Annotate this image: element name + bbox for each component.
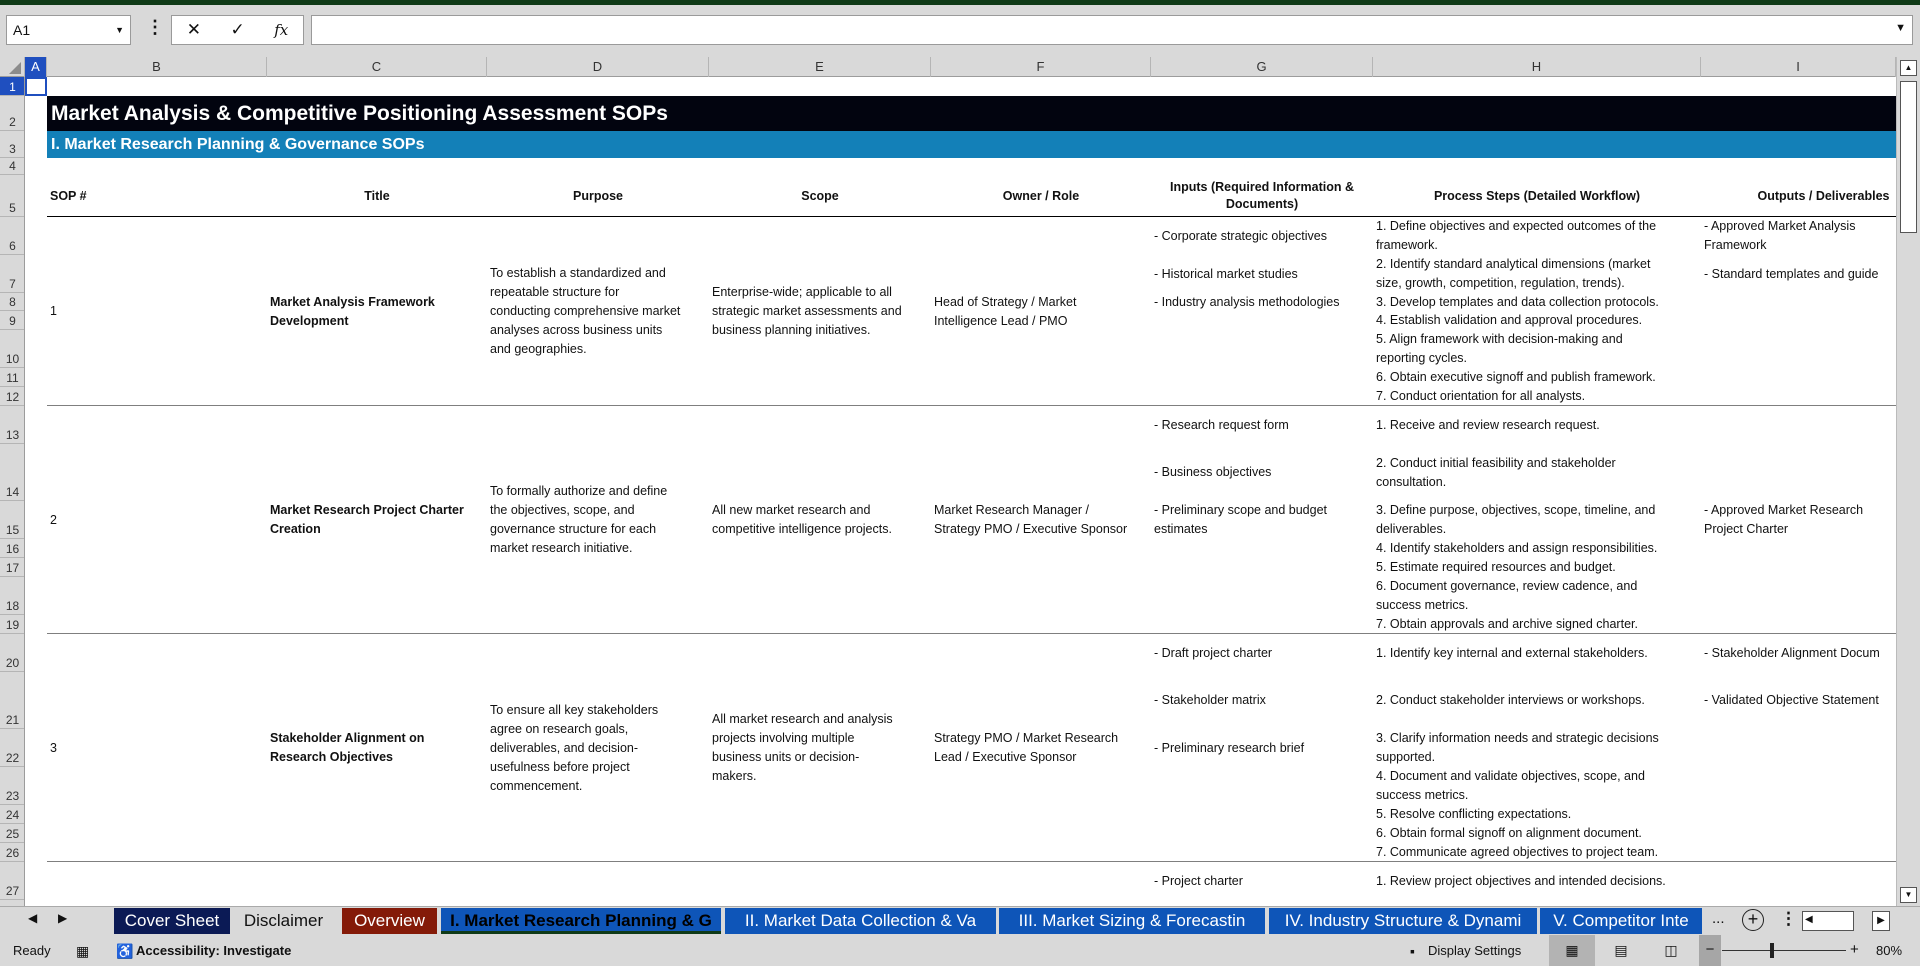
active-cell-a1[interactable] bbox=[25, 77, 47, 96]
grid-icon: ▦ bbox=[1565, 942, 1579, 958]
row-header-14[interactable]: 14 bbox=[0, 444, 25, 501]
scroll-right-icon[interactable]: ▶ bbox=[1872, 911, 1890, 931]
row-header-8[interactable]: 8 bbox=[0, 293, 25, 311]
horizontal-scrollbar[interactable] bbox=[1802, 911, 1854, 931]
row-header-1[interactable]: 1 bbox=[0, 77, 25, 96]
select-all-button[interactable] bbox=[0, 57, 25, 77]
sop-step: 1. Define objectives and expected outcomes of the framework. bbox=[1376, 219, 1657, 252]
sop-step: 4. Establish validation and approval procedures. bbox=[1376, 313, 1643, 327]
row-header-15[interactable]: 15 bbox=[0, 501, 25, 539]
row-header-10[interactable]: 10 bbox=[0, 330, 25, 368]
sheet-tab-bar bbox=[0, 906, 1920, 935]
sop-num: 3 bbox=[50, 740, 57, 755]
row-header-21[interactable]: 21 bbox=[0, 672, 25, 729]
sop-step: 1. Receive and review research request. bbox=[1376, 417, 1600, 432]
sop-purpose: To establish a standardized and repeatable structure for conducting comprehensive market analyses across business units and geographies. bbox=[490, 266, 681, 356]
sop-output: - Approved Market Research Project Charter bbox=[1704, 503, 1864, 536]
sheet-tab[interactable]: Overview bbox=[342, 908, 437, 934]
row-header-3[interactable]: 3 bbox=[0, 131, 25, 158]
sop-num: 1 bbox=[50, 304, 57, 318]
sheet-tab[interactable]: V. Competitor Inte bbox=[1540, 908, 1702, 934]
sop-num: 2 bbox=[50, 512, 57, 527]
vertical-scrollbar[interactable] bbox=[1896, 57, 1920, 906]
sop-input: - Project charter bbox=[1154, 873, 1243, 888]
title-bar-strip bbox=[0, 0, 1920, 5]
column-header-a[interactable]: A bbox=[25, 57, 47, 77]
column-header-d[interactable]: D bbox=[487, 57, 709, 77]
column-header-i[interactable]: I bbox=[1701, 57, 1896, 77]
sop-step: 2. Conduct initial feasibility and stakeholder consultation. bbox=[1376, 455, 1616, 489]
row-header-12[interactable]: 12 bbox=[0, 387, 25, 406]
sop-step: 2. Conduct stakeholder interviews or workshops. bbox=[1376, 693, 1645, 707]
row-header-16[interactable]: 16 bbox=[0, 539, 25, 558]
sop-step: 1. Review project objectives and intended decisions. bbox=[1376, 873, 1666, 888]
sop-purpose: To formally authorize and define the objectives, scope, and governance structure for each market research initiative. bbox=[490, 484, 668, 555]
zoom-level: 80% bbox=[1876, 943, 1903, 958]
sop-step: 6. Document governance, review cadence, and success metrics. bbox=[1376, 579, 1638, 612]
expand-formula-bar-icon[interactable]: ▼ bbox=[1895, 22, 1906, 34]
sop-input: - Corporate strategic objectives bbox=[1154, 228, 1327, 243]
sop-owner: Market Research Manager / Strategy PMO / Executive Sponsor bbox=[934, 503, 1128, 536]
more-options-icon[interactable]: ⋮ bbox=[146, 17, 164, 37]
sop-input: - Preliminary scope and budget estimates bbox=[1154, 503, 1328, 536]
sop-title: Market Research Project Charter Creation bbox=[270, 503, 464, 536]
scroll-up-icon[interactable]: ▲ bbox=[1900, 60, 1917, 76]
sop-step: 7. Obtain approvals and archive signed charter. bbox=[1376, 617, 1638, 631]
table-row[interactable] bbox=[47, 217, 1896, 406]
column-title: SOP # bbox=[50, 188, 87, 203]
normal-view-button[interactable] bbox=[1549, 935, 1595, 966]
sheet-title: Market Analysis & Competitive Positioning Assessment SOPs bbox=[47, 96, 1896, 131]
zoom-in-button[interactable]: + bbox=[1850, 941, 1859, 958]
row-header-5[interactable]: 5 bbox=[0, 175, 25, 217]
insert-function-button[interactable]: fx bbox=[274, 21, 289, 39]
column-headers bbox=[0, 57, 1896, 77]
column-title: Inputs (Required Information & Documents) bbox=[1169, 180, 1355, 211]
sop-step: 7. Conduct orientation for all analysts. bbox=[1376, 389, 1586, 403]
sop-scope: All new market research and competitive intelligence projects. bbox=[712, 503, 892, 536]
column-title: Process Steps (Detailed Workflow) bbox=[1433, 188, 1641, 203]
chevron-down-icon[interactable]: ▼ bbox=[115, 25, 124, 35]
name-box[interactable] bbox=[6, 15, 131, 45]
row-header-13[interactable]: 13 bbox=[0, 406, 25, 444]
sheet-tab[interactable]: Disclaimer bbox=[233, 908, 334, 934]
display-settings-button[interactable]: Display Settings bbox=[1428, 943, 1522, 958]
column-header-c[interactable]: C bbox=[267, 57, 487, 77]
sop-purpose: To ensure all key stakeholders agree on research goals, deliverables, and decision- usefulness before project commencement. bbox=[490, 702, 659, 793]
sheet-tab[interactable]: II. Market Data Collection & Va bbox=[725, 908, 996, 934]
sop-input: - Research request form bbox=[1154, 417, 1289, 432]
table-row-partial[interactable] bbox=[47, 862, 1896, 906]
sop-title: Market Analysis Framework Development bbox=[270, 294, 435, 328]
sop-step: 7. Communicate agreed objectives to project team. bbox=[1376, 845, 1659, 859]
worksheet-grid[interactable] bbox=[25, 77, 1896, 906]
sop-step: 6. Obtain formal signoff on alignment document. bbox=[1376, 826, 1642, 840]
sop-step: 5. Estimate required resources and budget. bbox=[1376, 560, 1616, 574]
zoom-slider-thumb[interactable] bbox=[1770, 943, 1774, 958]
macro-recording-icon[interactable]: ▦ bbox=[76, 943, 90, 959]
sop-step: 3. Define purpose, objectives, scope, timeline, and deliverables. bbox=[1376, 503, 1656, 536]
sop-step: 1. Identify key internal and external stakeholders. bbox=[1376, 645, 1648, 660]
scrollbar-thumb[interactable] bbox=[1900, 81, 1917, 233]
formula-buttons bbox=[171, 15, 304, 45]
sop-step: 5. Resolve conflicting expectations. bbox=[1376, 807, 1572, 821]
sop-scope: Enterprise-wide; applicable to all strategic market assessments and business planning initiatives. bbox=[712, 285, 902, 337]
column-title: Outputs / Deliverables bbox=[1757, 188, 1890, 203]
scroll-down-icon[interactable]: ▼ bbox=[1900, 887, 1917, 903]
status-bar bbox=[0, 935, 1920, 966]
sop-owner: Head of Strategy / Market Intelligence Lead / PMO bbox=[934, 294, 1077, 328]
sop-step: 3. Develop templates and data collection protocols. bbox=[1376, 294, 1659, 309]
zoom-out-button[interactable]: − bbox=[1699, 935, 1721, 966]
sop-output: - Standard templates and guide bbox=[1704, 266, 1879, 281]
row-header-23[interactable]: 23 bbox=[0, 767, 25, 805]
sop-input: - Historical market studies bbox=[1154, 266, 1298, 281]
page-layout-icon: ▤ bbox=[1614, 942, 1628, 958]
formula-input[interactable] bbox=[311, 15, 1913, 45]
row-header-27[interactable]: 27 bbox=[0, 862, 25, 900]
sop-input: - Stakeholder matrix bbox=[1154, 693, 1266, 707]
row-header-11[interactable]: 11 bbox=[0, 368, 25, 387]
sop-step: 5. Align framework with decision-making and reporting cycles. bbox=[1376, 332, 1623, 365]
column-header-h[interactable]: H bbox=[1373, 57, 1701, 77]
column-header-g[interactable]: G bbox=[1151, 57, 1373, 77]
sop-title: Stakeholder Alignment on Research Objectives bbox=[270, 731, 425, 764]
sop-step: 4. Document and validate objectives, scope, and success metrics. bbox=[1376, 769, 1645, 802]
sop-output: - Validated Objective Statement bbox=[1704, 693, 1879, 707]
sop-step: 6. Obtain executive signoff and publish framework. bbox=[1376, 370, 1656, 384]
row-header-25[interactable]: 25 bbox=[0, 824, 25, 843]
column-title: Purpose bbox=[572, 188, 623, 203]
sop-input: - Industry analysis methodologies bbox=[1154, 294, 1340, 309]
row-header-4[interactable]: 4 bbox=[0, 158, 25, 175]
row-header-2[interactable]: 2 bbox=[0, 96, 25, 131]
column-title: Title bbox=[364, 188, 390, 203]
sop-owner: Strategy PMO / Market Research Lead / Executive Sponsor bbox=[934, 731, 1119, 764]
sheet-tab[interactable]: III. Market Sizing & Forecastin bbox=[999, 908, 1265, 934]
sheet-tab[interactable]: Cover Sheet bbox=[114, 908, 230, 934]
sop-output: - Approved Market Analysis Framework bbox=[1704, 219, 1856, 252]
tab-scroll-left-icon[interactable]: ◀ bbox=[28, 911, 38, 925]
row-header-24[interactable]: 24 bbox=[0, 805, 25, 824]
add-sheet-icon[interactable]: + bbox=[1742, 909, 1764, 931]
page-break-icon: ◫ bbox=[1664, 942, 1678, 958]
tab-scroll-right-icon[interactable]: ▶ bbox=[58, 911, 68, 925]
sop-output: - Stakeholder Alignment Docum bbox=[1704, 645, 1880, 660]
row-header-22[interactable]: 22 bbox=[0, 729, 25, 767]
column-title: Scope bbox=[801, 188, 839, 203]
row-header-7[interactable]: 7 bbox=[0, 255, 25, 293]
display-settings-icon[interactable]: ▪ bbox=[1410, 943, 1415, 959]
page-layout-view-button[interactable] bbox=[1598, 935, 1644, 966]
section-heading: I. Market Research Planning & Governance SOPs bbox=[47, 131, 1896, 158]
more-tabs-icon[interactable]: ⋮ bbox=[1780, 909, 1797, 928]
zoom-slider[interactable] bbox=[1722, 950, 1846, 951]
table-row[interactable] bbox=[47, 634, 1896, 862]
column-header-e[interactable]: E bbox=[709, 57, 931, 77]
name-box-value: A1 bbox=[13, 22, 31, 38]
column-title: Owner / Role bbox=[1002, 188, 1080, 203]
confirm-icon[interactable]: ✓ bbox=[230, 20, 245, 39]
sop-step: 4. Identify stakeholders and assign responsibilities. bbox=[1376, 541, 1658, 555]
cancel-icon[interactable]: ✕ bbox=[186, 20, 201, 39]
row-header-19[interactable]: 19 bbox=[0, 615, 25, 634]
row-header-26[interactable]: 26 bbox=[0, 843, 25, 862]
row-header-9[interactable]: 9 bbox=[0, 311, 25, 330]
sop-input: - Preliminary research brief bbox=[1154, 740, 1305, 755]
sheet-tab[interactable]: I. Market Research Planning & G bbox=[441, 908, 721, 934]
column-header-b[interactable]: B bbox=[47, 57, 267, 77]
tab-overflow[interactable]: ... bbox=[1712, 910, 1725, 927]
sop-step: 3. Clarify information needs and strategic decisions supported. bbox=[1376, 731, 1659, 764]
accessibility-status[interactable]: Accessibility: Investigate bbox=[136, 943, 292, 958]
sheet-tab[interactable]: IV. Industry Structure & Dynami bbox=[1269, 908, 1537, 934]
row-header-18[interactable]: 18 bbox=[0, 577, 25, 615]
row-headers bbox=[0, 77, 25, 906]
column-header-f[interactable]: F bbox=[931, 57, 1151, 77]
row-header-17[interactable]: 17 bbox=[0, 558, 25, 577]
sop-step: 2. Identify standard analytical dimensions (market size, growth, competition, regulation, trends). bbox=[1376, 257, 1651, 290]
status-ready: Ready bbox=[13, 943, 51, 958]
row-header-20[interactable]: 20 bbox=[0, 634, 25, 672]
page-break-view-button[interactable] bbox=[1648, 935, 1694, 966]
table-header-row bbox=[47, 175, 1896, 217]
scroll-left-icon[interactable]: ◀ bbox=[1805, 914, 1813, 925]
sop-input: - Business objectives bbox=[1154, 465, 1272, 479]
sop-scope: All market research and analysis projects involving multiple business units or decision- makers. bbox=[712, 712, 893, 783]
table-row[interactable] bbox=[47, 406, 1896, 634]
accessibility-icon[interactable]: ♿ bbox=[116, 943, 134, 959]
row-header-6[interactable]: 6 bbox=[0, 217, 25, 255]
sop-input: - Draft project charter bbox=[1154, 645, 1273, 660]
